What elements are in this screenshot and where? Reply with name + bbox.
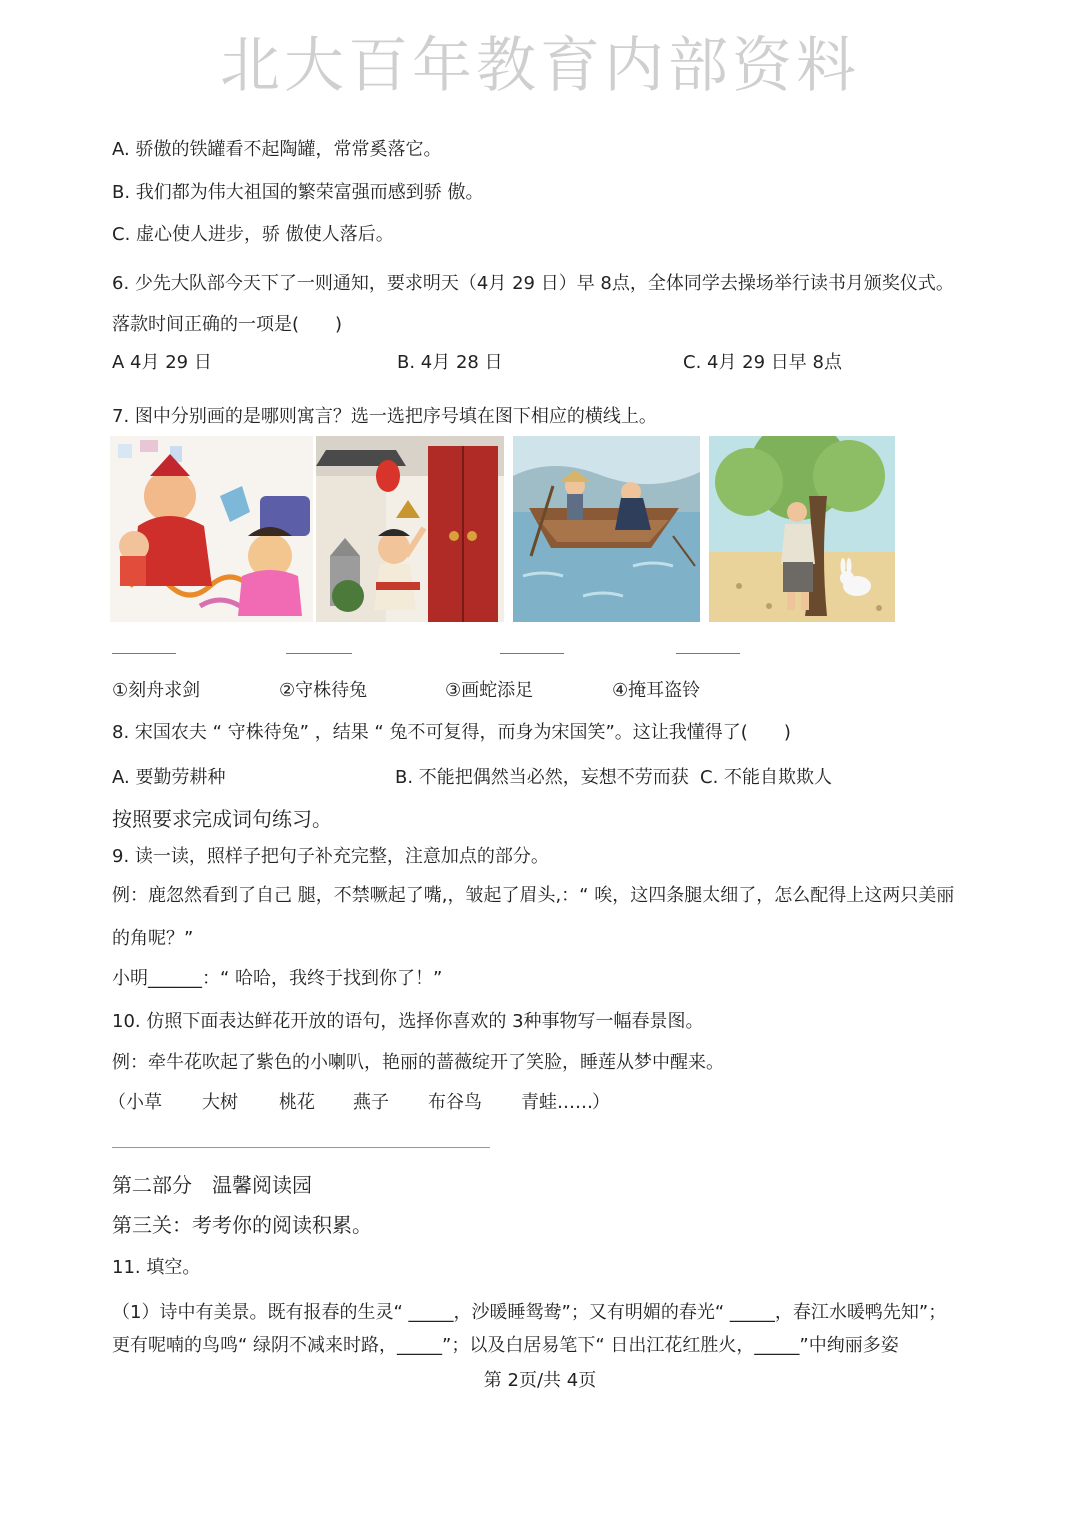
q7-stem: 7. 图中分别画的是哪则寓言？选一选把序号填在图下相应的横线上。: [112, 406, 657, 427]
q6-option-c: C. 4月 29 日早 8点: [683, 352, 842, 373]
page-footer: 第 2页/共 4页: [483, 1370, 597, 1391]
q7-choice-2: ②守株待兔: [279, 680, 368, 701]
q7-choice-1: ①刻舟求剑: [112, 680, 201, 701]
q11-stem: 11. 填空。: [112, 1257, 201, 1278]
q8-option-a: A. 要勤劳耕种: [112, 767, 226, 788]
q9-stem: 9. 读一读，照样子把句子补充完整，注意加点的部分。: [112, 846, 549, 867]
q11-line-1: （1）诗中有美景。既有报春的生灵“ _____，沙暖睡鸳鸯”；又有明媚的春光“ _____，春江水暖鸭先知”；: [112, 1302, 947, 1323]
answer-line[interactable]: [112, 1147, 490, 1148]
q10-open-paren: （: [108, 1092, 126, 1113]
q10-thing-4: 燕子: [353, 1092, 389, 1113]
q8-option-c: C. 不能自欺欺人: [700, 767, 833, 788]
watermark: 北大百年教育内部资料: [220, 31, 860, 101]
q10-thing-1: 小草: [126, 1092, 162, 1113]
section-heading-words: 按照要求完成词句练习。: [112, 807, 332, 831]
fable-picture-4: [709, 436, 895, 622]
q10-thing-6: 青蛙……: [521, 1092, 593, 1113]
q10-example: 例：牵牛花吹起了紫色的小喇叭，艳丽的蔷薇绽开了笑脸，睡莲从梦中醒来。: [112, 1052, 724, 1073]
q11-line-2: 更有呢喃的鸟鸣“ 绿阴不减来时路，_____”；以及白居易笔下“ 日出江花红胜火，_____”中绚丽多姿: [112, 1335, 899, 1356]
q7-choice-4: ④掩耳盗铃: [612, 680, 701, 701]
level-3-title: 第三关：考考你的阅读积累。: [112, 1213, 372, 1237]
q10-thing-3: 桃花: [279, 1092, 315, 1113]
fable-picture-2: [316, 436, 504, 622]
q6-option-a: A 4月 29 日: [112, 352, 212, 373]
answer-blank-2[interactable]: [286, 653, 352, 654]
q5-option-b: B. 我们都为伟大祖国的繁荣富强而感到骄 傲。: [112, 182, 484, 203]
answer-blank-4[interactable]: [676, 653, 740, 654]
q7-choice-3: ③画蛇添足: [445, 680, 534, 701]
q8-stem: 8. 宋国农夫 “ 守株待兔” ，结果 “ 兔不可复得，而身为宋国笑”。这让我懂得了( ): [112, 722, 791, 743]
q9-example-line-1: 例：鹿忽然看到了自己 腿，不禁噘起了嘴,，皱起了眉头,：“ 唉，这四条腿太细了，怎么配得上这两只美丽: [112, 885, 955, 906]
q5-option-c: C. 虚心使人进步，骄 傲使人落后。: [112, 224, 394, 245]
q10-close-paren: ）: [592, 1092, 610, 1113]
q10-thing-2: 大树: [202, 1092, 238, 1113]
q6-stem-2: 落款时间正确的一项是( ): [112, 314, 343, 335]
answer-blank-3[interactable]: [500, 653, 564, 654]
fable-picture-1: [110, 436, 313, 622]
q8-option-b: B. 不能把偶然当必然，妄想不劳而获: [395, 767, 689, 788]
fable-picture-3: [513, 436, 700, 622]
q9-fill-sentence: 小明______：“ 哈哈，我终于找到你了！”: [112, 968, 443, 989]
q6-stem: 6. 少先大队部今天下了一则通知，要求明天（4月 29 日）早 8点，全体同学去操场举行读书月颁奖仪式。: [112, 273, 954, 294]
answer-blank-1[interactable]: [112, 653, 176, 654]
q5-option-a: A. 骄傲的铁罐看不起陶罐，常常奚落它。: [112, 139, 442, 160]
part-2-title: 第二部分 温馨阅读园: [112, 1173, 312, 1197]
q6-option-b: B. 4月 28 日: [397, 352, 503, 373]
q10-stem: 10. 仿照下面表达鲜花开放的语句，选择你喜欢的 3种事物写一幅春景图。: [112, 1011, 704, 1032]
q9-example-line-2: 的角呢？”: [112, 928, 194, 949]
q10-thing-5: 布谷鸟: [428, 1092, 482, 1113]
